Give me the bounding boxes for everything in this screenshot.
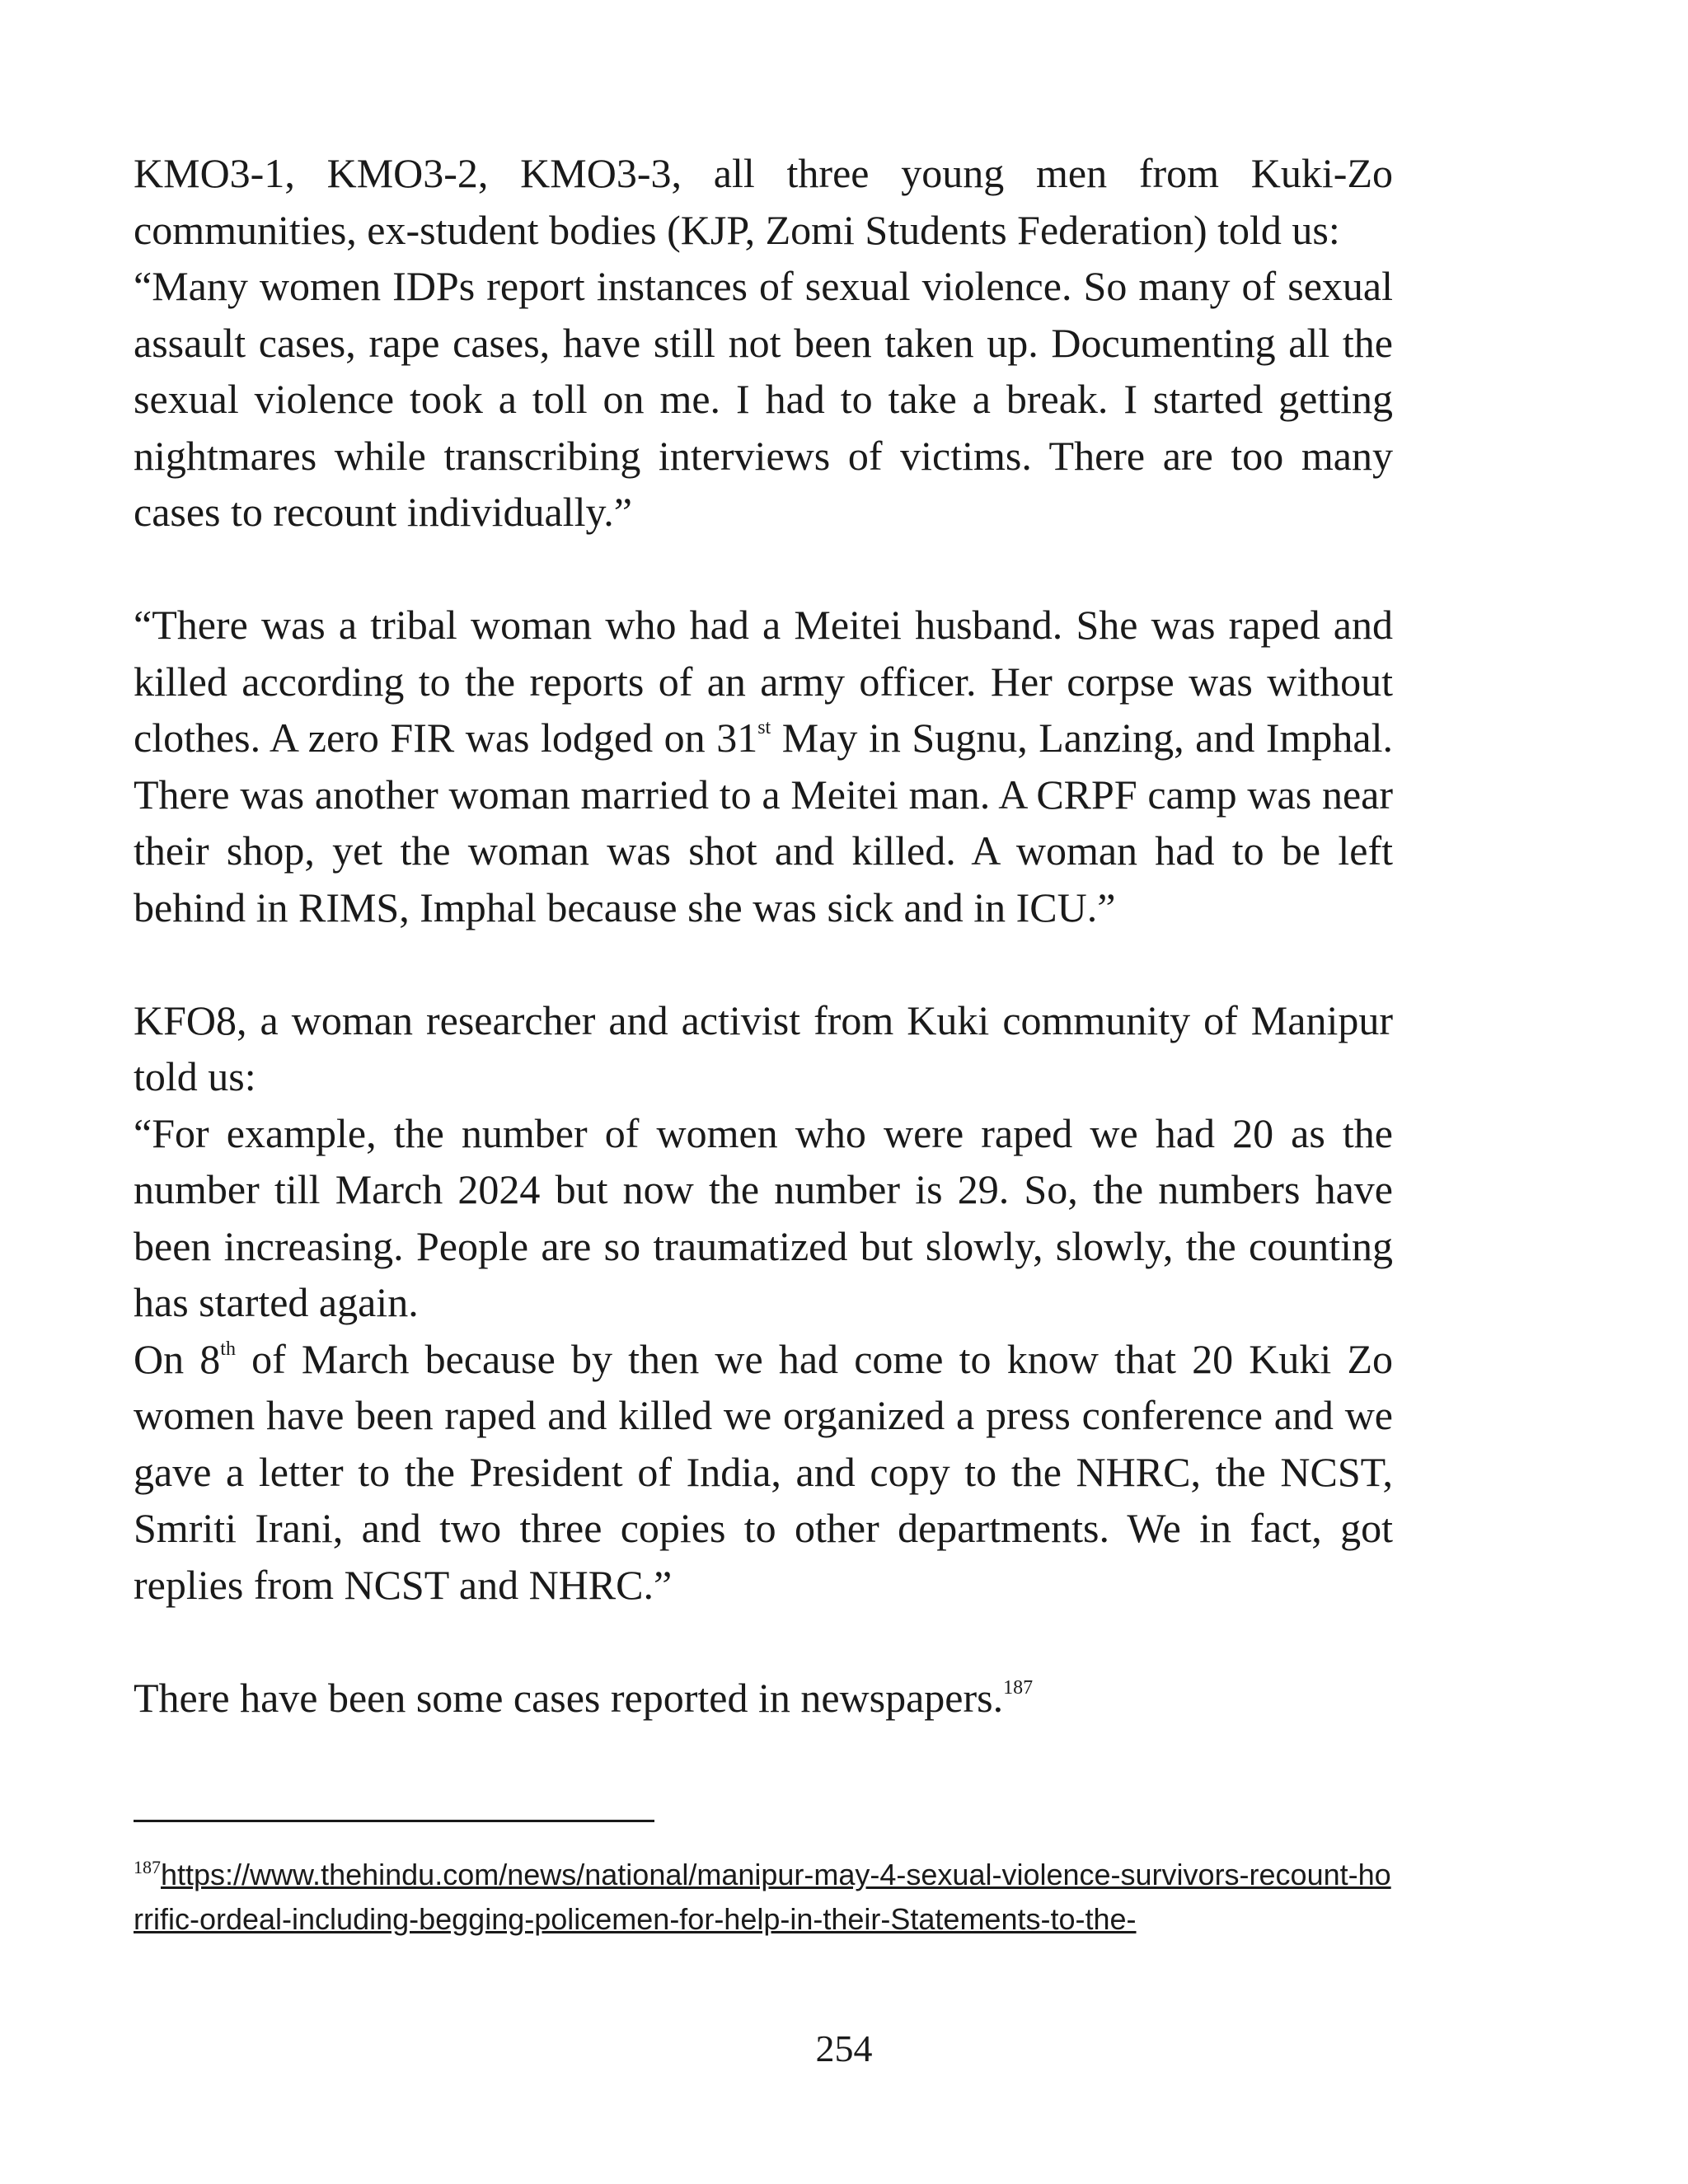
ordinal-superscript: st (757, 717, 771, 738)
text-segment: There have been some cases reported in newspapers. (134, 1674, 1004, 1721)
text-segment: On 8 (134, 1335, 221, 1382)
ordinal-superscript: th (220, 1338, 236, 1360)
paragraph-kmo3-quote: “Many women IDPs report instances of sexual violence. So many of sexual assault cases, rape cases, have still not been taken up. Documenting all the sexual violence took a toll on me. I had to take a break. I started getting nightmares while transcribing interviews of victims. There are too many cases to recount individually.” (134, 263, 1393, 535)
footnote-reference[interactable]: 187 (1003, 1676, 1034, 1699)
page-body (134, 145, 1393, 1726)
paragraph-tribal-woman-quote (134, 597, 1393, 935)
page-number: 254 (815, 2027, 873, 2069)
paragraph-kfo8-quote-1: “For example, the number of women who were raped we had 20 as the number till March 2024 but now the number is 29. So, the numbers have been increasing. People are so traumatized but slowly, slowly, the counting has started again. (134, 1109, 1393, 1325)
text-segment: of March because by then we had come to know that 20 Kuki Zo women have been raped and killed we organized a press conference and we gave a letter to the President of India, and copy to the NHRC, the NCST, Smriti Irani, and two three copies to other departments. We in fact, got replies from NCST and NHRC.” (134, 1335, 1393, 1608)
paragraph-gap (134, 541, 1393, 598)
paragraph-gap (134, 1613, 1393, 1670)
footnote-187 (134, 1853, 1393, 1942)
paragraph-gap (134, 935, 1393, 992)
text-segment: “There was a tribal woman who had a Meitei husband. She was raped and killed according to the reports of an army officer. Her corpse was without clothes. A zero FIR was lodged on 31 (134, 602, 1393, 761)
paragraph-kfo8-intro: KFO8, a woman researcher and activist from Kuki community of Manipur told us: (134, 996, 1393, 1099)
footnote-link[interactable]: https://www.thehindu.com/news/national/manipur-may-4-sexual-violence-survivors-recount-horrific-ordeal-including-begging-policemen-for-help-in-their-Statements-to-the- (134, 1858, 1391, 1936)
paragraph-kmo3-intro: KMO3-1, KMO3-2, KMO3-3, all three young men from Kuki-Zo communities, ex-student bodies (KJP, Zomi Students Federation) told us: (134, 150, 1393, 253)
paragraph-newspapers (134, 1670, 1393, 1727)
footnote-divider (134, 1820, 654, 1822)
footnote-number: 187 (134, 1857, 161, 1877)
paragraph-kfo8-quote-2 (134, 1331, 1393, 1614)
text-segment: May in Sugnu, Lanzing, and Imphal. There was another woman married to a Meitei man. A CRPF camp was near their shop, yet the woman was shot and killed. A woman had to be left behind in RIMS, Imphal because she was sick and in ICU.” (134, 715, 1393, 930)
